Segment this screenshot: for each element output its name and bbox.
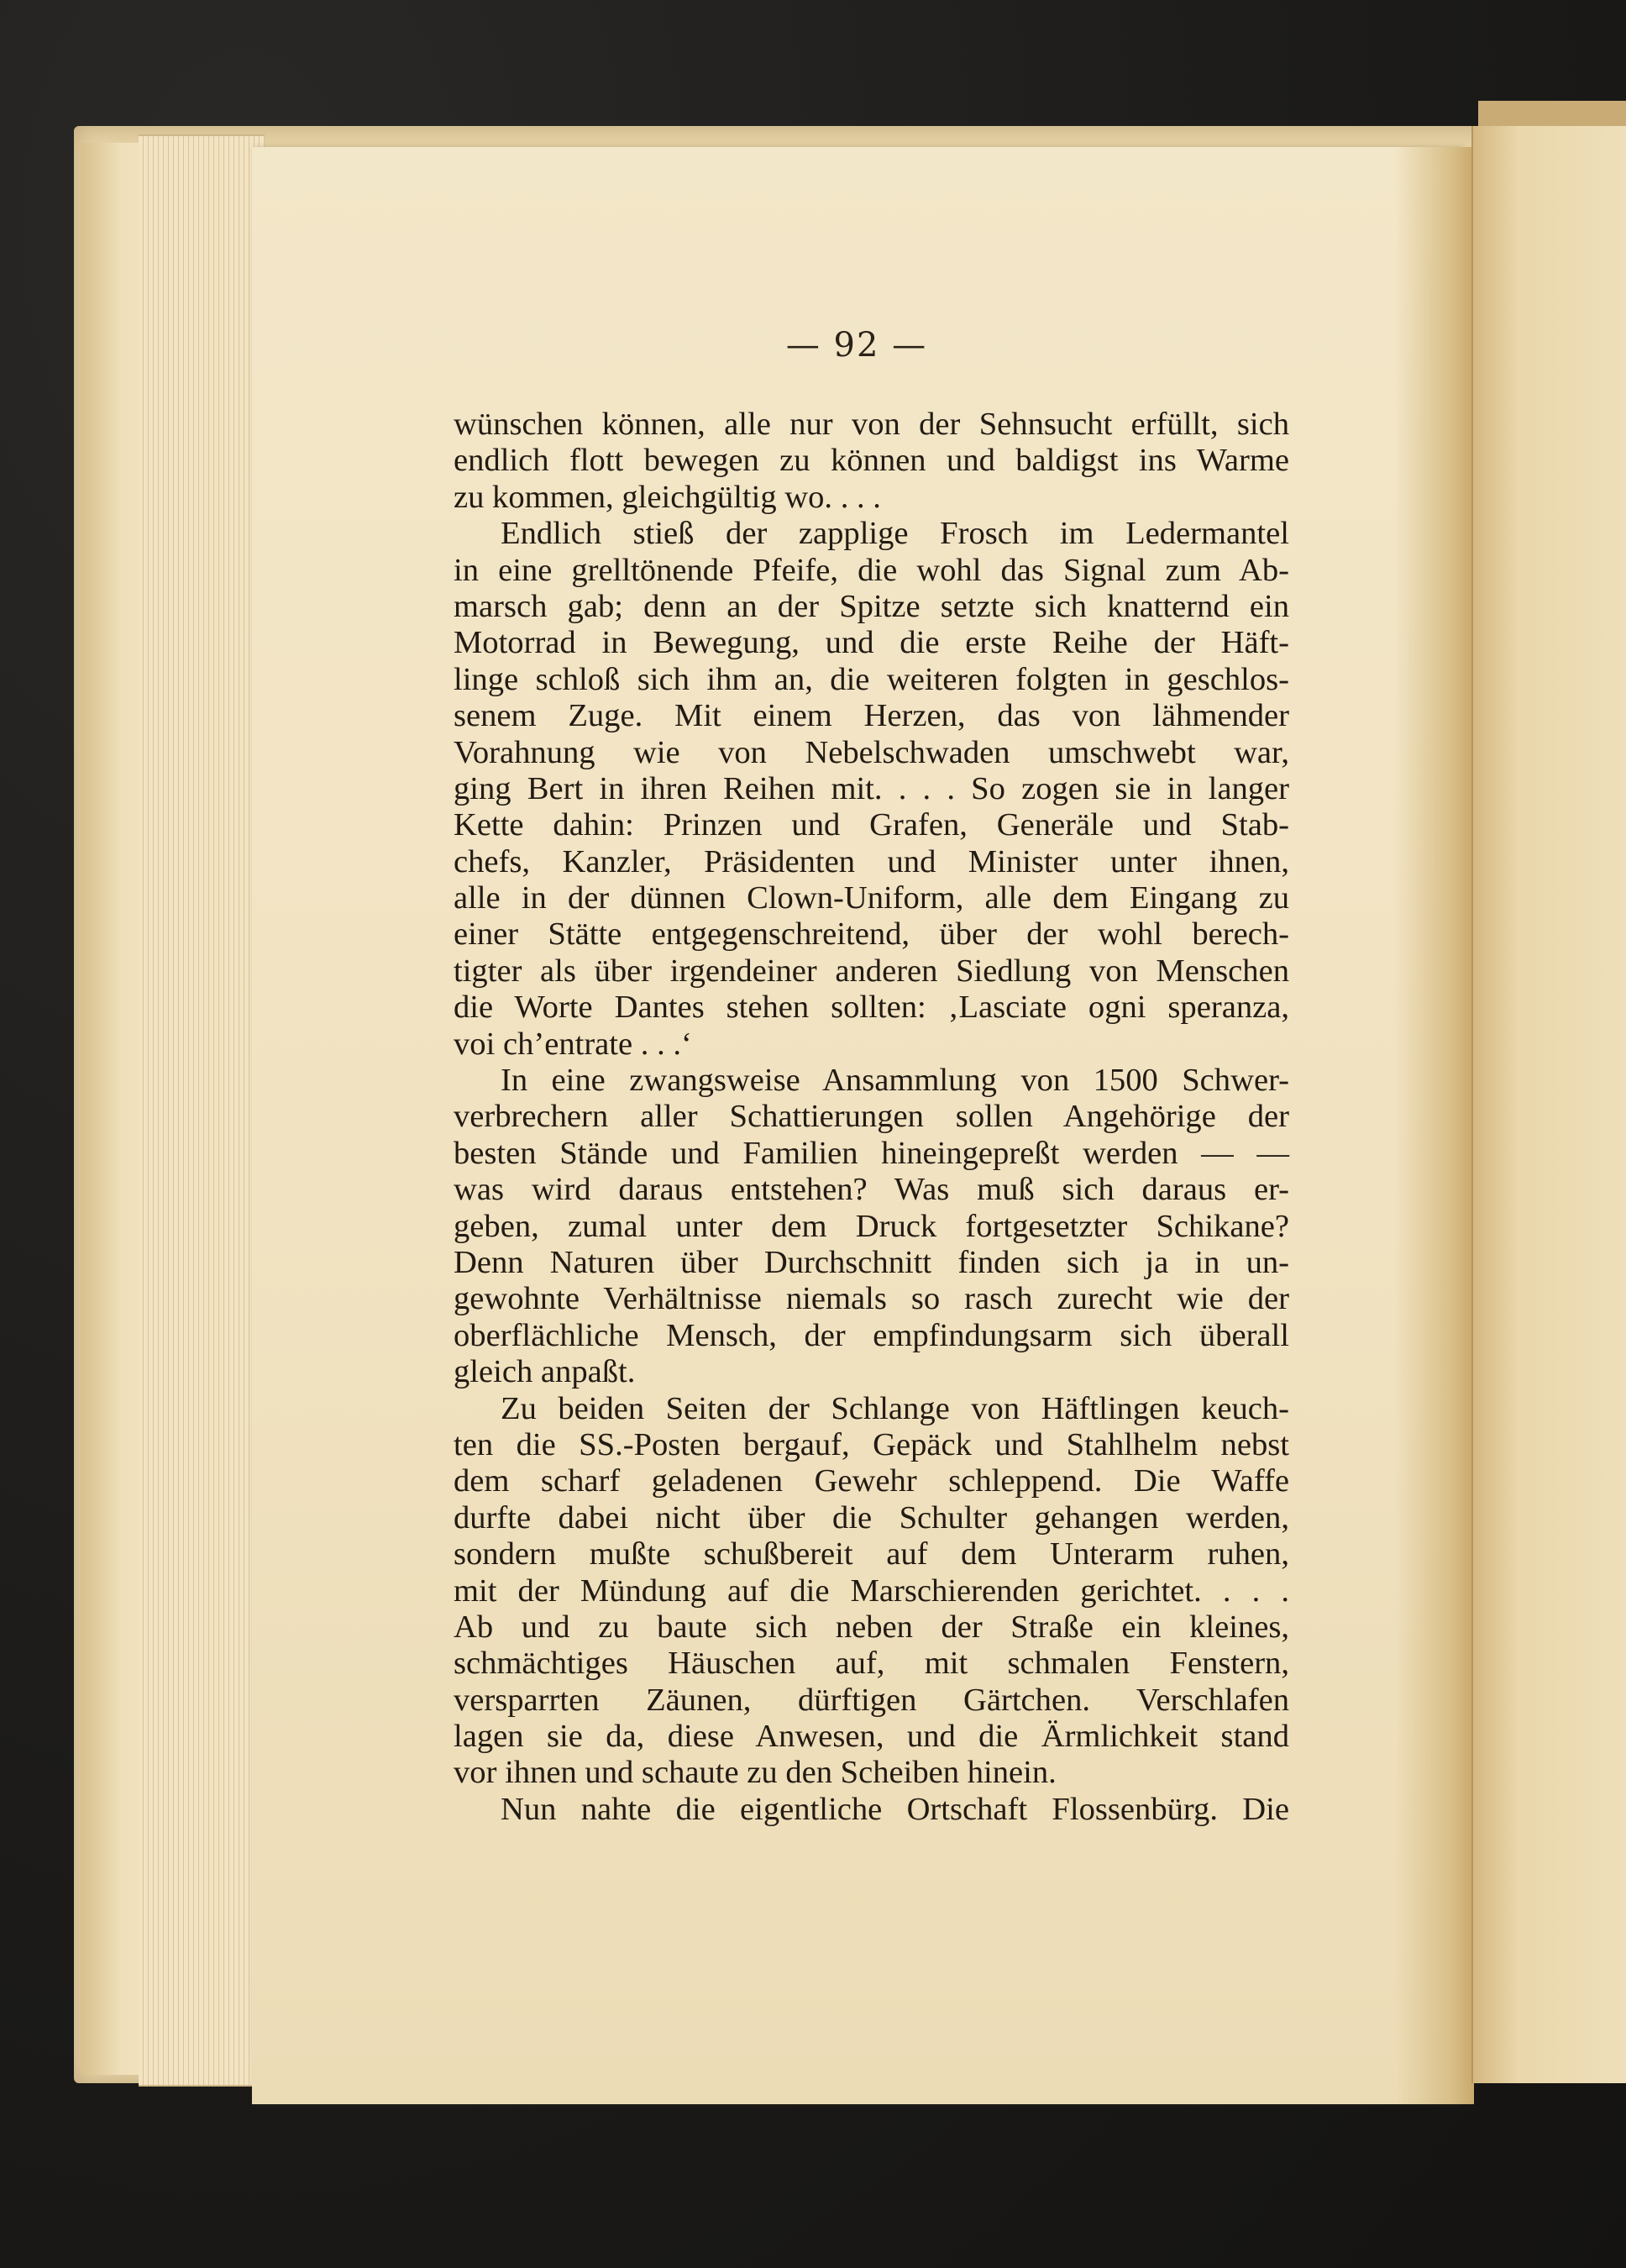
- text-line: dem scharf geladenen Gewehr schleppend. Die Waffe: [454, 1463, 1289, 1499]
- text-line: alle in der dünnen Clown-Uniform, alle dem Eingang zu: [454, 880, 1289, 916]
- text-line: verbrechern aller Schattierungen sollen Angehörige der: [454, 1099, 1289, 1135]
- text-line: vor ihnen und schaute zu den Scheiben hinein.: [454, 1755, 1057, 1791]
- text-line: schmächtiges Häuschen auf, mit schmalen Fenstern,: [454, 1646, 1289, 1682]
- text-line: In eine zwangsweise Ansammlung von 1500 Schwer-: [501, 1063, 1289, 1099]
- text-line: voi ch’entrate . . .‘: [454, 1026, 692, 1062]
- text-line: Nun nahte die eigentliche Ortschaft Flossenbürg. Die: [501, 1791, 1289, 1827]
- text-line: oberflächliche Mensch, der empfindungsarm sich überall: [454, 1317, 1289, 1353]
- text-line: einer Stätte entgegenschreitend, über der wohl berech-: [454, 916, 1289, 953]
- text-line: senem Zuge. Mit einem Herzen, das von lähmender: [454, 698, 1289, 734]
- text-line: mit der Mündung auf die Marschierenden gerichtet. . . .: [454, 1572, 1289, 1609]
- text-line: Denn Naturen über Durchschnitt finden sich ja in un-: [454, 1244, 1289, 1280]
- text-line: zu kommen, gleichgültig wo. . . .: [454, 479, 881, 515]
- text-line: durfte dabei nicht über die Schulter gehangen werden,: [454, 1499, 1289, 1536]
- text-line: Endlich stieß der zapplige Frosch im Ledermantel: [501, 516, 1289, 552]
- text-line: Vorahnung wie von Nebelschwaden umschwebt war,: [454, 734, 1289, 770]
- text-line: Motorrad in Bewegung, und die erste Reihe der Häft-: [454, 625, 1289, 661]
- text-line: gewohnte Verhältnisse niemals so rasch zurecht wie der: [454, 1281, 1289, 1317]
- text-line: marsch gab; denn an der Spitze setzte sich knatternd ein: [454, 588, 1289, 624]
- text-line: chefs, Kanzler, Präsidenten und Minister unter ihnen,: [454, 843, 1289, 879]
- text-line: besten Stände und Familien hineingepreßt werden — —: [454, 1135, 1289, 1171]
- text-line: sondern mußte schußbereit auf dem Unterarm ruhen,: [454, 1536, 1289, 1572]
- page-gutter: [1394, 147, 1474, 2104]
- text-line: linge schloß sich ihm an, die weiteren folgten in geschlos-: [454, 661, 1289, 697]
- text-line: lagen sie da, diese Anwesen, und die Ärmlichkeit stand: [454, 1719, 1289, 1755]
- text-line: versparrten Zäunen, dürftigen Gärtchen. Verschlafen: [454, 1682, 1289, 1718]
- text-line: Zu beiden Seiten der Schlange von Häftlingen keuch-: [501, 1390, 1289, 1426]
- page-number: — 92 —: [785, 326, 928, 365]
- text-line: Kette dahin: Prinzen und Grafen, Generäle und Stab-: [454, 807, 1289, 843]
- stacked-page-edges: [139, 134, 265, 2087]
- facing-page: [1471, 126, 1626, 2083]
- text-line: tigter als über irgendeiner anderen Siedlung von Menschen: [454, 953, 1289, 989]
- text-line: die Worte Dantes stehen sollten: ‚Lasciate ogni speranza,: [454, 990, 1289, 1026]
- text-line: wünschen können, alle nur von der Sehnsucht erfüllt, sich: [454, 407, 1289, 442]
- text-line: ten die SS.-Posten bergauf, Gepäck und Stahlhelm nebst: [454, 1426, 1289, 1462]
- text-line: was wird daraus entstehen? Was muß sich daraus er-: [454, 1172, 1289, 1208]
- text-line: Ab und zu baute sich neben der Straße ein kleines,: [454, 1609, 1289, 1645]
- body-text: [454, 407, 1289, 1828]
- text-line: geben, zumal unter dem Druck fortgesetzter Schikane?: [454, 1208, 1289, 1244]
- text-line: gleich anpaßt.: [454, 1354, 636, 1390]
- text-line: endlich flott bewegen zu können und baldigst ins Warme: [454, 443, 1289, 479]
- text-line: ging Bert in ihren Reihen mit. . . . So zogen sie in langer: [454, 770, 1289, 806]
- text-line: in eine grelltönende Pfeife, die wohl das Signal zum Ab-: [454, 552, 1289, 588]
